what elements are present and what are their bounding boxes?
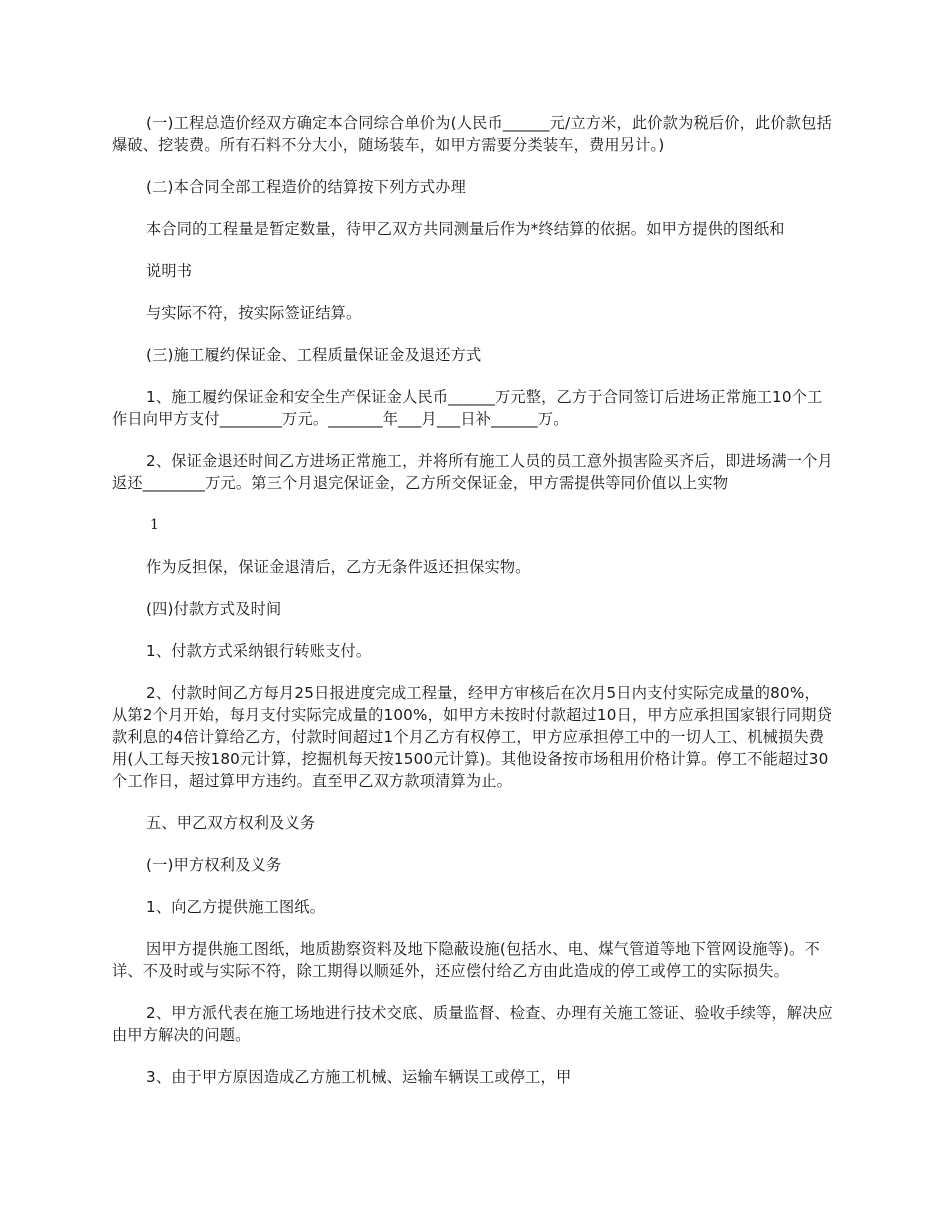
document-page bbox=[112, 112, 834, 1108]
paragraph-quantity: 本合同的工程量是暂定数量，待甲乙双方共同测量后作为*终结算的依据。如甲方提供的图纸和 bbox=[146, 220, 785, 238]
paragraph-actual: 与实际不符，按实际签证结算。 bbox=[146, 304, 362, 322]
party-a-item-3: 3、由于甲方原因造成乙方施工机械、运输车辆误工或停工，甲 bbox=[146, 1068, 572, 1086]
clause-4-payment-heading: (四)付款方式及时间 bbox=[146, 600, 282, 618]
deposit-item-1: 1、施工履约保证金和安全生产保证金人民币______万元整，乙方于合同签订后进场正常施工10个工作日向甲方支付________万元。_______年___月___日补______万。 bbox=[112, 388, 823, 428]
party-a-item-1: 1、向乙方提供施工图纸。 bbox=[146, 898, 326, 916]
payment-item-2: 2、付款时间乙方每月25日报进度完成工程量，经甲方审核后在次月5日内支付实际完成量的80%，从第2个月开始，每月支付实际完成量的100%，如甲方未按时付款超过10日，甲方应承担国家银行同期贷款利息的4倍计算给乙方，付款时间超过1个月乙方有权停工，甲方应承担停工中的一切人工、机械损失费用(人工每天按180元计算，挖掘机每天按1500元计算)。其他设备按市场租用价格计算。停工不能超过30个工作日，超过算甲方违约。直至甲乙双方款项清算为止。 bbox=[112, 684, 833, 790]
party-a-drawings-paragraph: 因甲方提供施工图纸，地质勘察资料及地下隐蔽设施(包括水、电、煤气管道等地下管网设施等)。不详、不及时或与实际不符，除工期得以顺延外，还应偿付给乙方由此造成的停工或停工的实际损失。 bbox=[112, 940, 820, 980]
paragraph-counter-guarantee: 作为反担保，保证金退清后，乙方无条件返还担保实物。 bbox=[146, 558, 531, 576]
page-number: 1 bbox=[150, 517, 159, 533]
clause-2-settlement-heading: (二)本合同全部工程造价的结算按下列方式办理 bbox=[146, 178, 467, 196]
deposit-item-2: 2、保证金退还时间乙方进场正常施工，并将所有施工人员的员工意外损害险买齐后，即进场满一个月返还________万元。第三个月退完保证金，乙方所交保证金，甲方需提供等同价值以上实物 bbox=[112, 452, 833, 492]
clause-1-price: (一)工程总造价经双方确定本合同综合单价为(人民币______元/立方米，此价款为税后价，此价款包括爆破、挖装费。所有石料不分大小，随场装车，如甲方需要分类装车，费用另计。) bbox=[112, 114, 832, 154]
section-5-heading: 五、甲乙双方权利及义务 bbox=[146, 814, 316, 832]
payment-item-1: 1、付款方式采纳银行转账支付。 bbox=[146, 642, 372, 660]
clause-3-deposit-heading: (三)施工履约保证金、工程质量保证金及退还方式 bbox=[146, 346, 482, 364]
party-a-item-2: 2、甲方派代表在施工场地进行技术交底、质量监督、检查、办理有关施工签证、验收手续等，解决应由甲方解决的问题。 bbox=[112, 1004, 833, 1044]
party-a-heading: (一)甲方权利及义务 bbox=[146, 856, 282, 874]
paragraph-manual: 说明书 bbox=[146, 262, 193, 280]
